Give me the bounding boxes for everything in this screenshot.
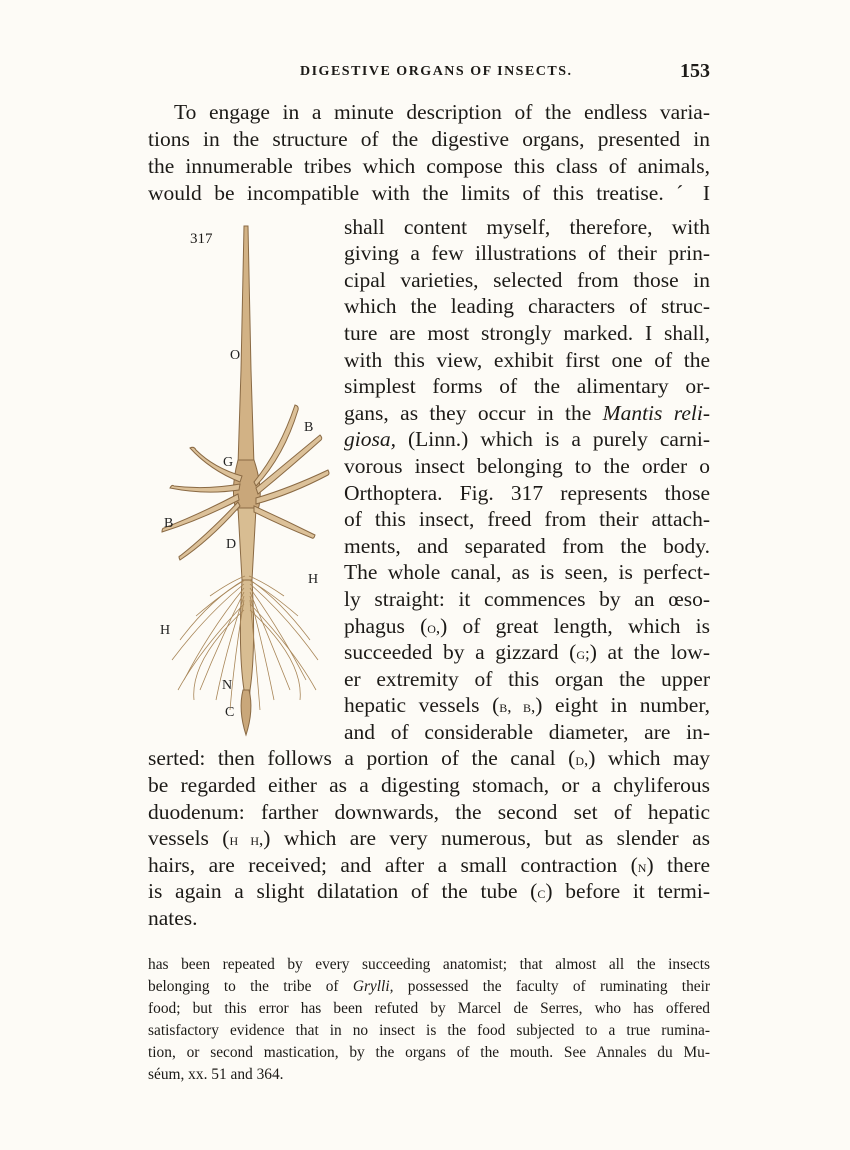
footnote-line: belonging to the tribe of Grylli, possessed the faculty of ruminating their xyxy=(148,978,711,995)
running-title: DIGESTIVE ORGANS OF INSECTS. xyxy=(300,64,573,79)
figure-label-n: N xyxy=(222,678,233,693)
body-line: vorous insect belonging to the order o xyxy=(344,454,710,478)
body-line: The whole canal, as is seen, is perfect- xyxy=(344,560,710,584)
body-line: the innumerable tribes which compose this class of animals, xyxy=(148,154,710,178)
colon xyxy=(241,690,251,735)
body-line: hairs, are received; and after a small contraction (n) there xyxy=(148,853,710,877)
running-head xyxy=(148,62,710,86)
figure-label-b-right: B xyxy=(304,420,314,435)
figure-label-o: O xyxy=(230,348,241,363)
body-line: ture are most strongly marked. I shall, xyxy=(344,321,710,345)
stomach xyxy=(238,508,256,580)
figure-label-c: C xyxy=(225,705,235,720)
body-line: is again a slight dilatation of the tube (c) before it termi- xyxy=(148,879,710,903)
footnote-line: séum, xx. 51 and 364. xyxy=(148,1066,284,1083)
body-line: cipal varieties, selected from those in xyxy=(344,268,710,292)
footnote-line: has been repeated by every succeeding anatomist; that almost all the insects xyxy=(148,956,710,973)
body-line: giving a few illustrations of their prin- xyxy=(344,241,710,265)
body-line: be regarded either as a digesting stomach, or a chyliferous xyxy=(148,773,710,797)
body-line: Orthoptera. Fig. 317 represents those xyxy=(344,481,710,505)
body-line: giosa, (Linn.) which is a purely carni- xyxy=(344,427,710,451)
body-line: duodenum: farther downwards, the second set of hepatic xyxy=(148,800,710,824)
body-line: hepatic vessels (b, b,) eight in number, xyxy=(344,693,710,717)
body-line: and of considerable diameter, are in- xyxy=(344,720,710,744)
figure-label-h-right: H xyxy=(308,572,319,587)
body-line: simplest forms of the alimentary or- xyxy=(344,374,710,398)
figure-label-d: D xyxy=(226,537,237,552)
body-line: shall content myself, therefore, with xyxy=(344,215,710,239)
figure-label-b-left: B xyxy=(164,516,174,531)
body-line: would be incompatible with the limits of this treatise. ˊ I xyxy=(148,181,710,205)
body-line: phagus (o,) of great length, which is xyxy=(344,614,710,638)
page-number: 153 xyxy=(680,60,710,82)
body-line: succeeded by a gizzard (g;) at the low- xyxy=(344,640,710,664)
mantis-digestive-canal-illustration xyxy=(150,220,340,750)
body-line: To engage in a minute description of the endless varia- xyxy=(174,100,710,124)
body-line: which the leading characters of struc- xyxy=(344,294,710,318)
body-line: vessels (h h,) which are very numerous, but as slender as xyxy=(148,826,710,850)
footnote-line: food; but this error has been refuted by Marcel de Serres, who has offered xyxy=(148,1000,710,1017)
figure-number: 317 xyxy=(190,231,213,247)
body-line: of this insect, freed from their attach- xyxy=(344,507,710,531)
body-line: ments, and separated from the body. xyxy=(344,534,710,558)
body-line: tions in the structure of the digestive organs, presented in xyxy=(148,127,710,151)
footnote-line: tion, or second mastication, by the organs of the mouth. See Annales du Mu- xyxy=(148,1044,710,1061)
body-line: serted: then follows a portion of the canal (d,) which may xyxy=(148,746,710,770)
body-line: ly straight: it commences by an œso- xyxy=(344,587,710,611)
body-line: gans, as they occur in the Mantis reli- xyxy=(344,401,710,425)
figure-label-g: G xyxy=(223,455,234,470)
oesophagus xyxy=(238,226,254,465)
body-line: er extremity of this organ the upper xyxy=(344,667,710,691)
footnote-line: satisfactory evidence that in no insect is the food subjected to a true rumina- xyxy=(148,1022,710,1039)
body-line: with this view, exhibit first one of the xyxy=(344,348,710,372)
body-line: nates. xyxy=(148,906,198,930)
figure-label-h-left: H xyxy=(160,623,171,638)
